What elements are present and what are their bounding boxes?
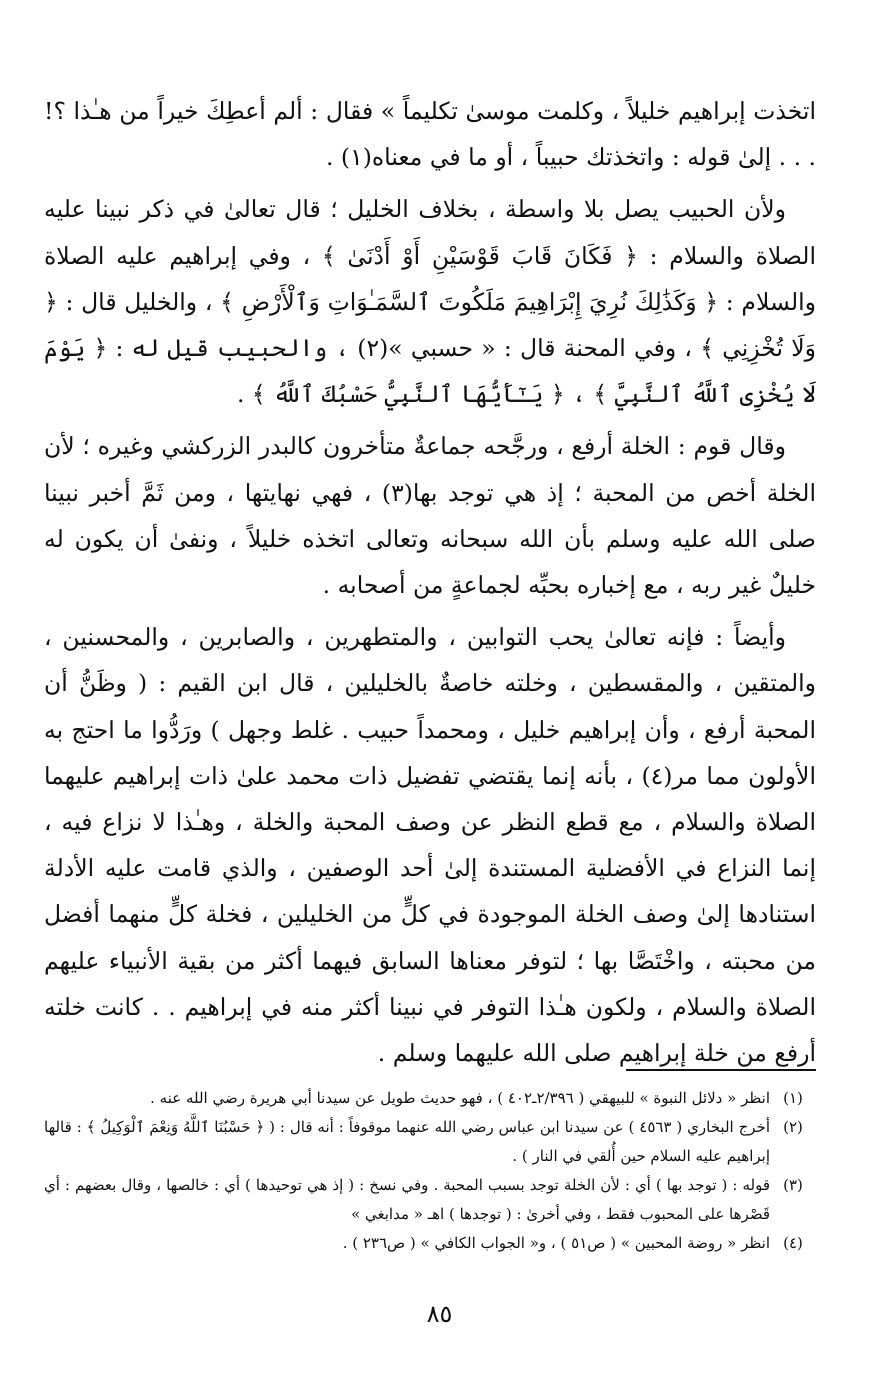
footnote-number: (٣) (783, 1176, 803, 1194)
footnote-text: انظر « دلائل النبوة » للبيهقي ( ٢/٣٩٦ـ٤٠٢ ) ، فهو حديث طويل عن سيدنا أبي هريرة رضي الله عنه . (150, 1089, 770, 1107)
footnote-number: (٢) (783, 1118, 803, 1136)
footnote-3 (44, 1171, 816, 1229)
paragraph-2: ولأن الحبيب يصل بلا واسطة ، بخلاف الخليل ؛ قال تعالىٰ في ذكر نبينا عليه الصلاة والسلام : ﴿ فَكَانَ قَابَ قَوْسَيْنِ أَوْ أَدْنَىٰ ﴾ ، وفي إبراهيم عليه الصلاة والسلام : ﴿ وَكَذَٰلِكَ نُرِيَ إِبْرَاهِيمَ مَلَكُوتَ ٱلسَّمَـٰوَاتِ وَٱلْأَرْضِ ﴾ ، والخليل قال : ﴿ وَلَا تُخْزِنِي ﴾ ، وفي المحنة قال : « حسبي »(٢) ، والحبيب قيل له : ﴿ يَوْمَ لَا يُخْزِى ٱللَّهُ ٱلنَّبِيَّ ﴾ ، ﴿ يَـٰٓأَيُّهَا ٱلنَّبِيُّ حَسْبُكَ ٱللَّهُ ﴾ . (44, 195, 816, 409)
page-number: ٨٥ (426, 1300, 453, 1328)
footnote-1 (44, 1084, 816, 1113)
footnote-number: (١) (783, 1089, 803, 1107)
paragraph-3: وقال قوم : الخلة أرفع ، ورجَّحه جماعةٌ متأخرون كالبدر الزركشي وغيره ؛ لأن الخلة أخص من المحبة ؛ إذ هي توجد بها(٣) ، فهي نهايتها ، ومن ثَمَّ أخبر نبينا صلى الله عليه وسلم بأن الله سبحانه وتعالى اتخذه خليلاً ، ونفىٰ أن يكون له خليلٌ غير ربه ، مع إخباره بحبِّه لجماعةٍ من أصحابه . (44, 432, 816, 600)
footnote-text: أخرج البخاري ( ٤٥٦٣ ) عن سيدنا ابن عباس رضي الله عنهما موقوفاً : أنه قال : ( ﴿ حَسْبُنَا ٱللَّهُ وَنِعْمَ ٱلْوَكِيلُ ﴾ : قالها إبراهيم عليه السلام حين أُلقي في النار ) . (44, 1118, 770, 1165)
footnote-text: انظر « روضة المحبين » ( ص٥١ ) ، و« الجواب الكافي » ( ص٢٣٦ ) . (342, 1234, 770, 1252)
footnote-2 (44, 1113, 816, 1171)
paragraph-1: اتخذت إبراهيم خليلاً ، وكلمت موسىٰ تكليماً » فقال : ألم أعطِكَ خيراً من هـٰذا ؟! . . . إلىٰ قوله : واتخذتك حبيباً ، أو ما في معناه(١) . (44, 97, 816, 172)
paragraph-4: وأيضاً : فإنه تعالىٰ يحب التوابين ، والمتطهرين ، والصابرين ، والمحسنين ، والمتقين ، والمقسطين ، وخلته خاصةٌ بالخليلين ، قال ابن القيم : ( وظَنُّ أن المحبة أرفع ، وأن إبراهيم خليل ، ومحمداً حبيب . غلط وجهل ) ورَدُّوا ما احتج به الأولون مما مر(٤) ، بأنه إنما يقتضي تفضيل ذات محمد علىٰ ذات إبراهيم عليهما الصلاة والسلام ، مع قطع النظر عن وصف المحبة والخلة ، وهـٰذا لا نزاع فيه ، إنما النزاع في الأفضلية المستندة إلىٰ أحد الوصفين ، والذي قامت عليه الأدلة استنادها إلىٰ وصف الخلة الموجودة في كلٍّ من الخليلين ، فخلة كلٍّ منهما أفضل من محبته ، واخْتَصَّا بها ؛ لتوفر معناها السابق فيهما أكثر من بقية الأنبياء عليهم الصلاة والسلام ، ولكون هـٰذا التوفر في نبينا أكثر منه في إبراهيم . . كانت خلته أرفع من خلة إبراهيم صلى الله عليهما وسلم . (44, 623, 816, 1068)
footnote-separator (626, 1069, 816, 1071)
footnotes (44, 1084, 816, 1258)
footnote-4 (44, 1229, 816, 1258)
footnote-number: (٤) (783, 1234, 803, 1252)
footnote-text: قوله : ( توجد بها ) أي : لأن الخلة توجد بسبب المحبة . وفي نسخ : ( إذ هي توحيدها ) أي : خالصها ، وقال بعضهم : أي قَصْرها على المحبوب فقط ، وفي أخرىٰ : ( توجدها ) اهـ « مدابغي » (44, 1176, 770, 1223)
main-text (44, 88, 816, 1082)
